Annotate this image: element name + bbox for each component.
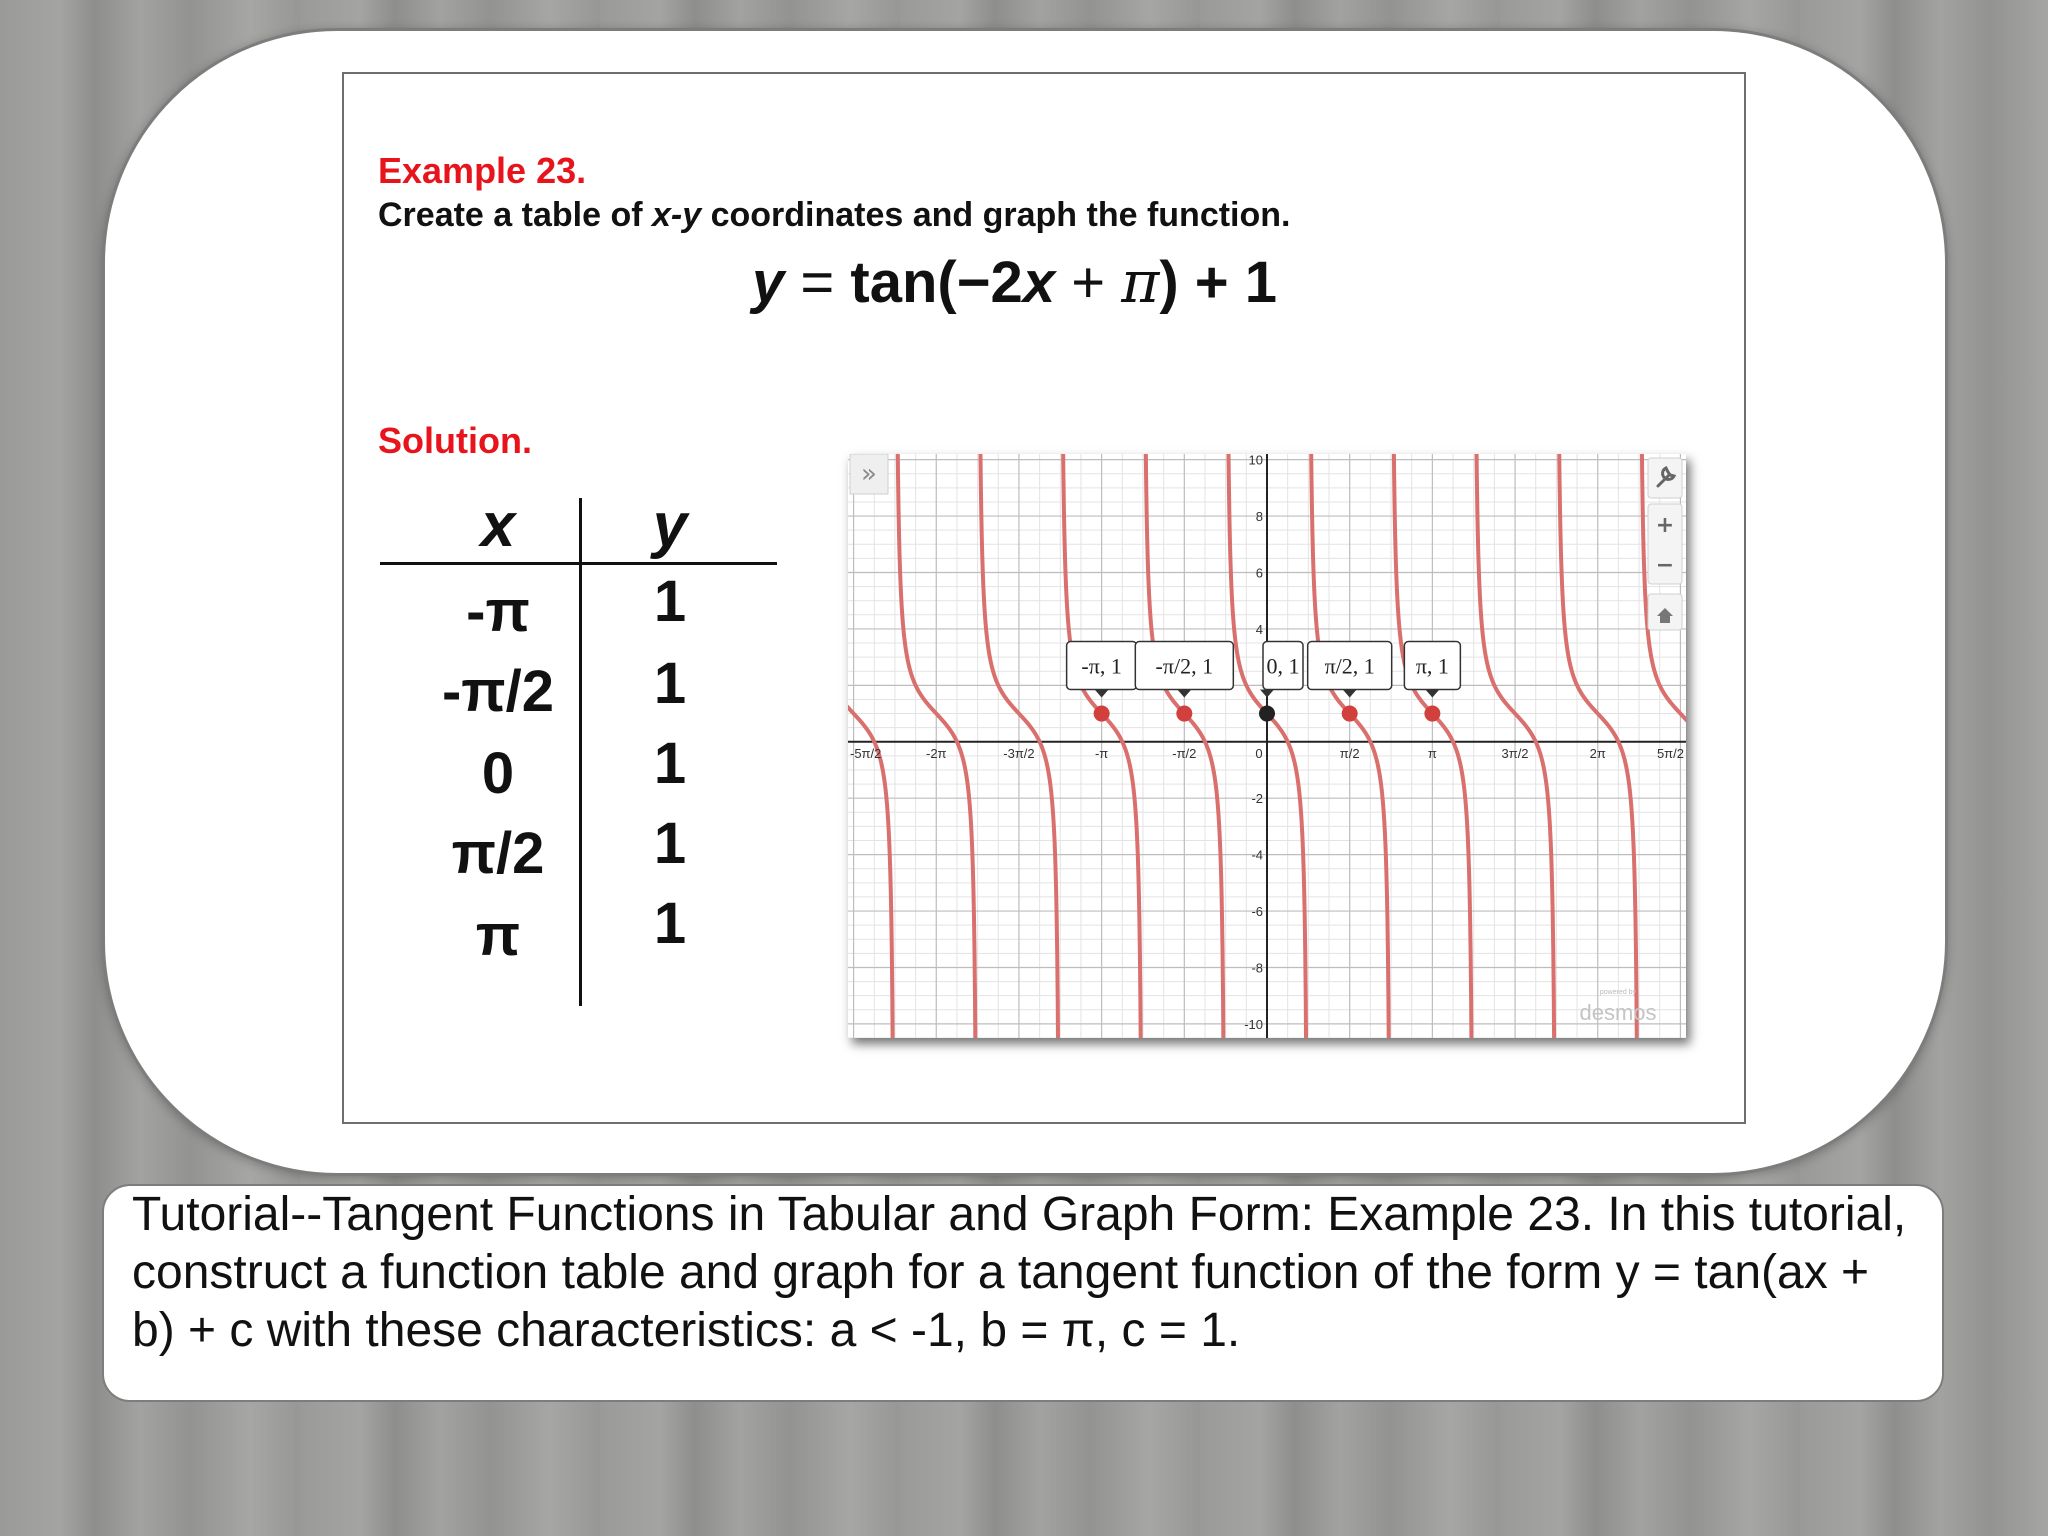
double-chevron-icon[interactable]: »	[861, 459, 877, 489]
solution-label: Solution.	[378, 420, 532, 461]
zoom-in-icon[interactable]: +	[1655, 513, 1675, 538]
y-tick-label: -8	[1251, 960, 1263, 976]
x-tick-label: 2π	[1589, 745, 1606, 761]
y-tick-label: -4	[1251, 847, 1263, 863]
example-title: Example 23.	[378, 150, 587, 191]
equation: y = tan(−2x + π) + 1	[752, 248, 1277, 316]
desmos-watermark: desmos	[1579, 1000, 1657, 1025]
table-header-y: y	[652, 491, 688, 560]
graph-point	[1342, 706, 1358, 722]
x-tick-label: -π/2	[1172, 745, 1197, 761]
x-tick-label: 0	[1255, 745, 1263, 761]
x-tick-label: -2π	[926, 745, 947, 761]
x-tick-label: 5π/2	[1656, 745, 1684, 761]
graph-point	[1259, 706, 1275, 722]
watermark-small: powered by	[1599, 989, 1637, 996]
caption-text: Tutorial--Tangent Functions in Tabular and Graph Form: Example 23. In this tutorial, construct a function table and graph for a tangent function of the form y = tan(ax + b) + c with these characteristics: a < -1, b = π, c = 1.	[132, 1188, 1907, 1357]
table-cell-y: 1	[653, 651, 687, 716]
point-label: -π/2, 1	[1155, 653, 1214, 679]
graph-point	[1094, 706, 1110, 722]
table-cell-y: 1	[653, 891, 687, 956]
point-label: π, 1	[1415, 653, 1449, 679]
y-tick-label: -2	[1251, 791, 1263, 807]
graph-point	[1424, 706, 1440, 722]
y-tick-label: 8	[1255, 509, 1263, 525]
y-tick-label: -10	[1244, 1016, 1263, 1032]
x-tick-label: -3π/2	[1003, 745, 1035, 761]
table-cell-x: 0	[481, 741, 515, 806]
graph-point	[1176, 706, 1192, 722]
point-label: -π, 1	[1081, 653, 1122, 679]
table-cell-x: π	[475, 903, 521, 968]
table-header-x: x	[480, 491, 516, 560]
caption-box	[102, 1184, 1944, 1402]
xy-table	[380, 490, 780, 1010]
point-label: π/2, 1	[1324, 653, 1375, 679]
desmos-graph[interactable]	[848, 454, 1686, 1038]
x-tick-label: -π	[1094, 745, 1109, 761]
table-cell-x: -π	[466, 579, 530, 644]
table-cell-y: 1	[653, 731, 687, 796]
x-tick-label: -5π/2	[850, 745, 882, 761]
x-tick-label: π	[1427, 745, 1437, 761]
table-cell-x: π/2	[451, 821, 545, 886]
instruction-text: Create a table of x-y coordinates and graph the function.	[378, 196, 1291, 234]
table-cell-y: 1	[653, 811, 687, 876]
x-tick-label: 3π/2	[1501, 745, 1529, 761]
table-cell-x: -π/2	[441, 659, 555, 724]
table-cell-y: 1	[653, 569, 687, 634]
graph-canvas[interactable]	[848, 454, 1686, 1038]
y-tick-label: 6	[1255, 565, 1263, 581]
zoom-out-icon[interactable]: −	[1655, 553, 1675, 578]
point-label: 0, 1	[1266, 653, 1300, 679]
y-tick-label: 4	[1255, 621, 1263, 637]
x-tick-label: π/2	[1339, 745, 1360, 761]
y-tick-label: -6	[1251, 904, 1263, 920]
y-tick-label: 10	[1248, 454, 1263, 468]
